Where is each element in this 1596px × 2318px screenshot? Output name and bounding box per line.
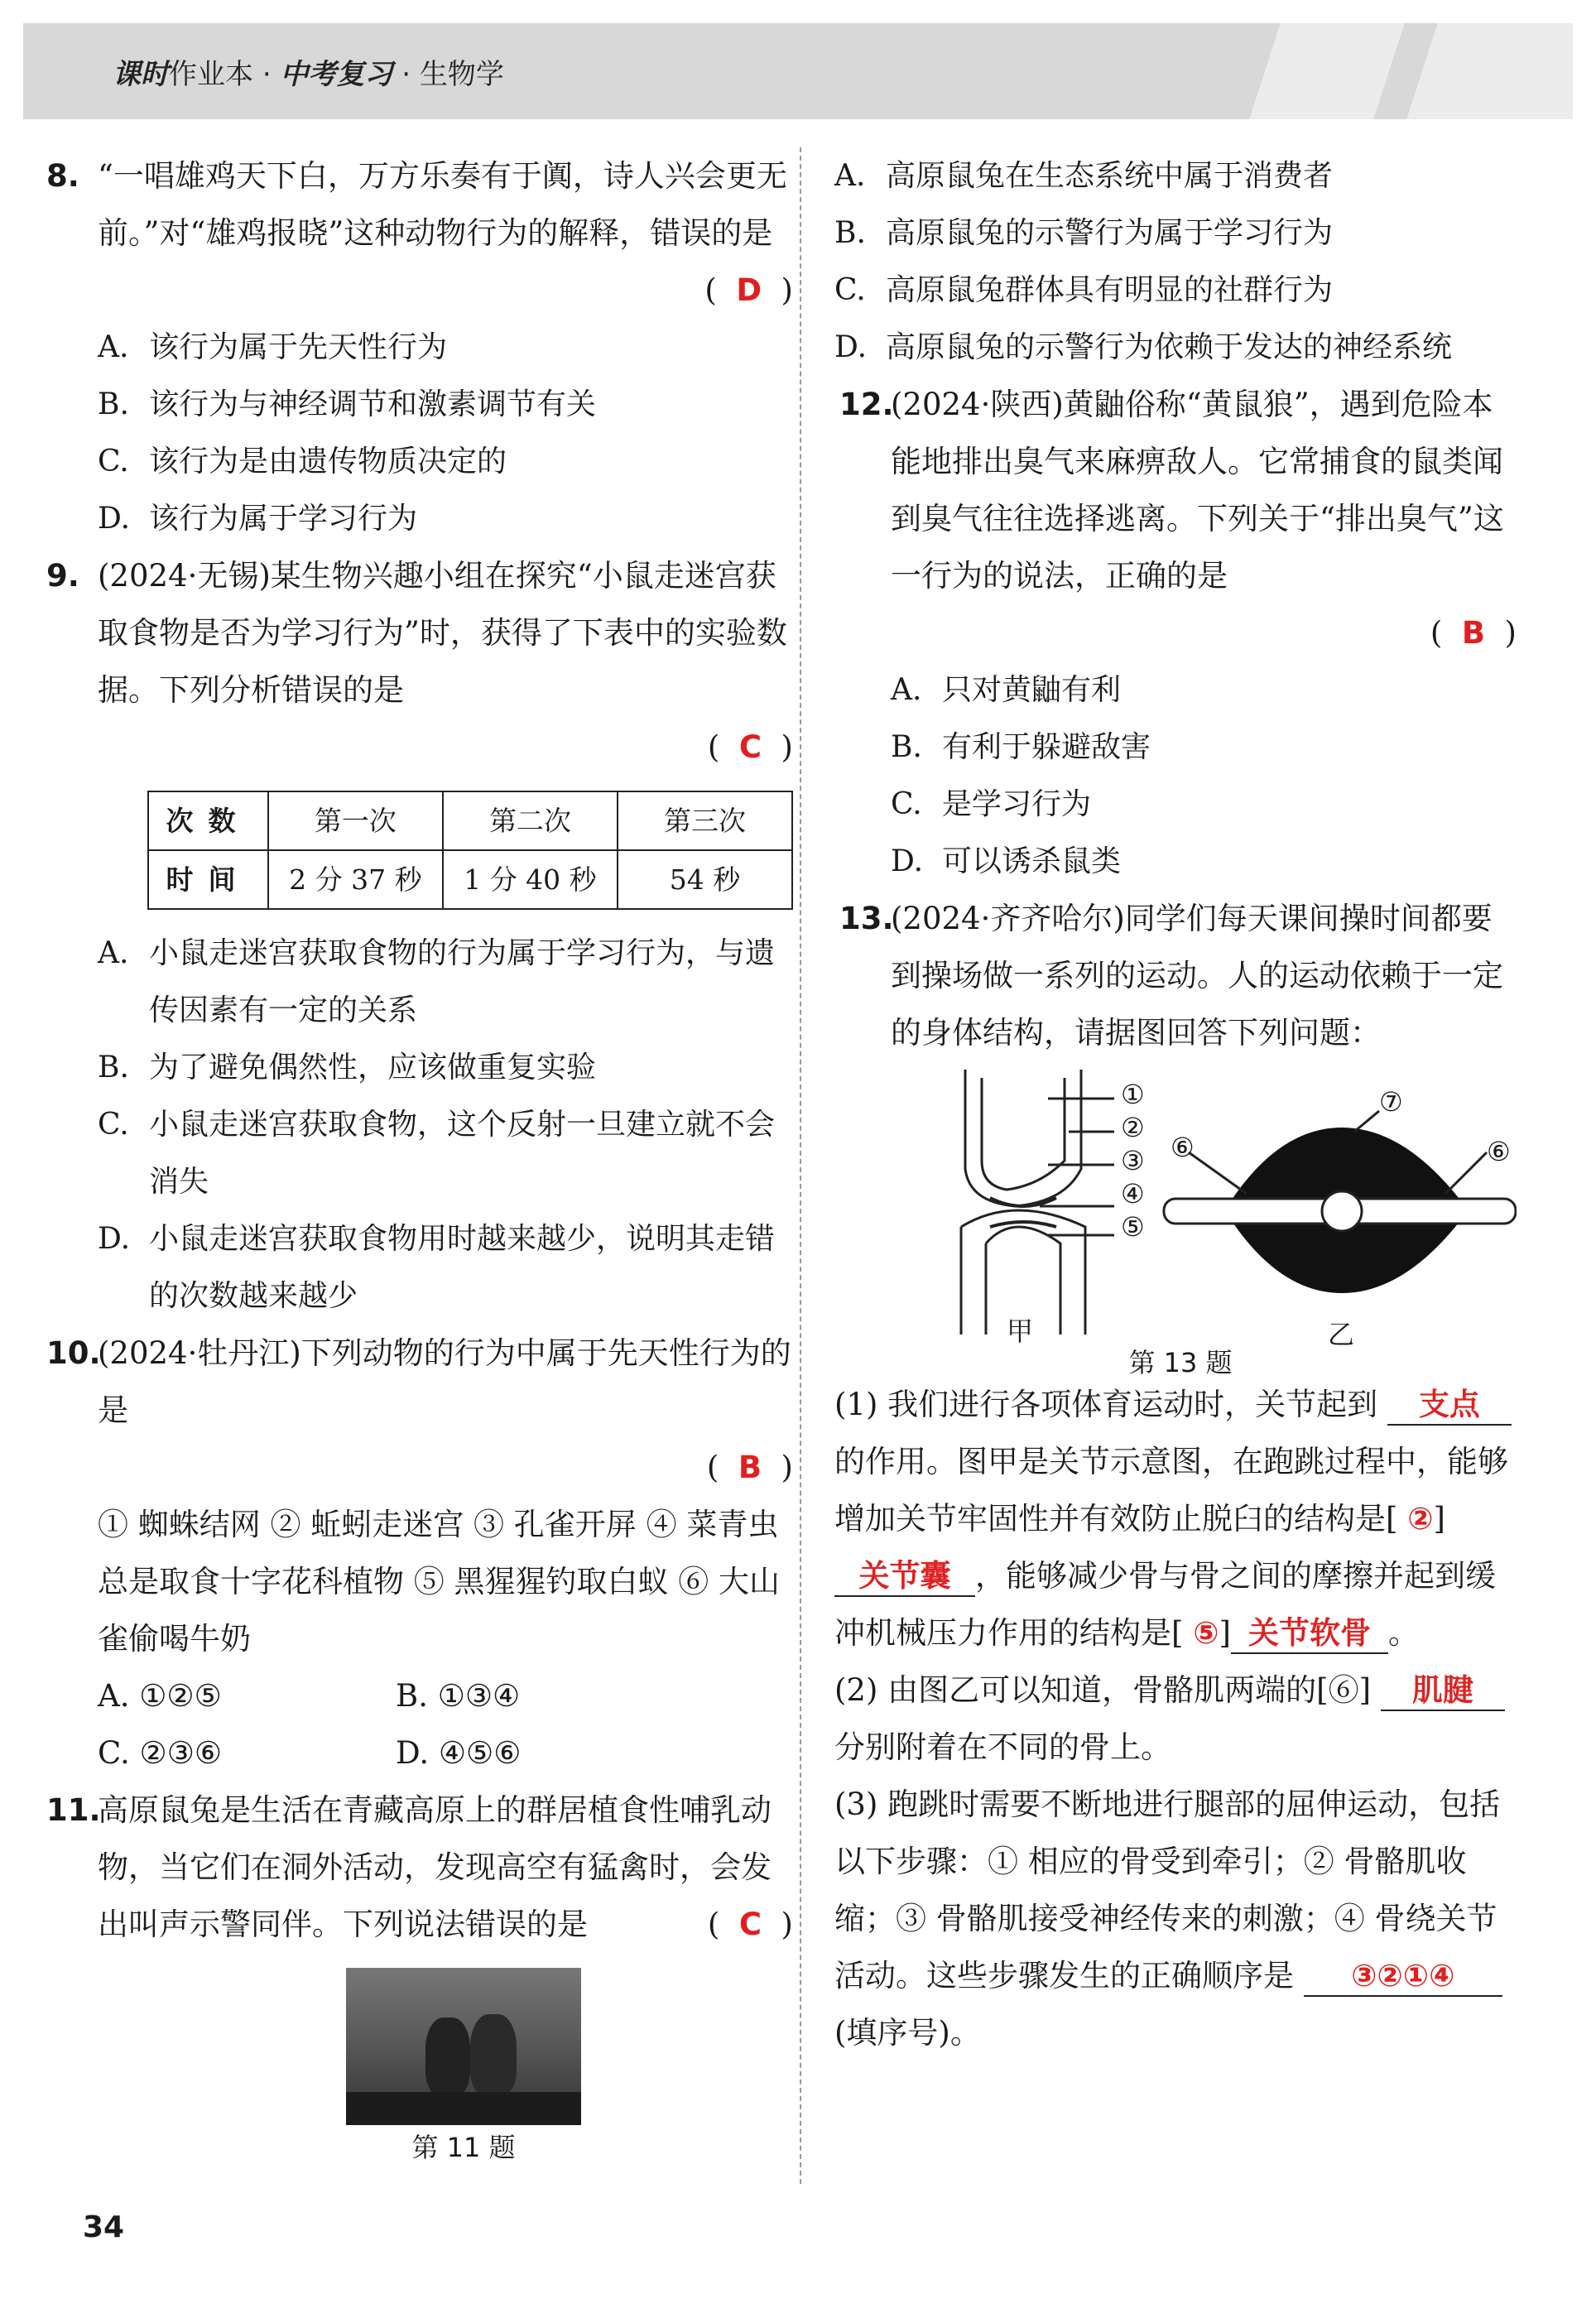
header-decoration [1406, 23, 1573, 119]
option: C. 该行为是由遗传物质决定的 [98, 445, 507, 479]
option: A. ①②⑤ [98, 1678, 222, 1714]
left-column [46, 147, 793, 2170]
answer-paren: ( B ) [706, 1450, 793, 1485]
figure-yi-label: 乙 [1328, 1319, 1355, 1350]
answer-paren: ( D ) [704, 272, 793, 308]
answer-mark: B [738, 1450, 762, 1485]
label-7: ⑦ [1379, 1086, 1403, 1118]
option: A. 小鼠走迷宫获取食物的行为属于学习行为，与遗传因素有一定的关系 [98, 936, 776, 1027]
option: A. 只对黄鼬有利 [891, 673, 1122, 707]
table-cell: 1 分 40 秒 [443, 850, 618, 909]
answer-paren: ( B ) [1430, 615, 1517, 651]
option-row [98, 1667, 793, 1724]
joint-diagram [891, 1061, 1517, 1335]
option: B. 高原鼠兔的示警行为属于学习行为 [834, 216, 1334, 250]
table-header: 次数 [148, 791, 268, 850]
table-cell: 54 秒 [618, 850, 792, 909]
question-13: 13. (2024·齐齐哈尔)同学们每天课间操时间都要到操场做一系列的运动。人的运动依赖于一定的身体结构，请据图回答下列问题： ① ② ③ ④ ⑤ ⑥ ⑦ ⑥ 甲 乙 第 13 题 (1) 我们进行各项体育运动时，关节起到 支点的作用。图甲是关节示意图，在跑跳过程中，能够增加关节牢固性并有效防止脱臼的结构是[ ②]关节囊 ，能够减少骨与骨之间的摩擦并起到缓冲机械压力作用的结构是[ ⑤] 关节软骨 。 (2) 由图乙可以知道，骨骼肌两端的[⑥] 肌腱分别附着在不同的骨上。 (3) 跑跳时需要不断地进行腿部的屈伸运动，包括以下步骤：① 相应的骨受到牵引；② 骨骼肌收缩；③ 骨骼肌接受神经传来的刺激；④ 骨绕关节活动。这些步骤发生的正确顺序是 ③②①④(填序号)。 [891, 890, 1517, 2061]
figure-jia-label: 甲 [1007, 1315, 1034, 1347]
label-4: ④ [1121, 1178, 1145, 1209]
muscle-figure-yi [1164, 1111, 1516, 1293]
page-number: 34 [83, 2210, 125, 2244]
sub-question-3: (3) 跑跳时需要不断地进行腿部的屈伸运动，包括以下步骤：① 相应的骨受到牵引；② 骨骼肌收缩；③ 骨骼肌接受神经传来的刺激；④ 骨绕关节活动。这些步骤发生的正确顺序是 ③②①④(填序号)。 [834, 1776, 1517, 2061]
figure-caption: 第 13 题 [1128, 1347, 1233, 1378]
label-6-right: ⑥ [1487, 1136, 1511, 1167]
ground [346, 2092, 581, 2125]
column-divider [800, 147, 801, 2184]
option: D. ④⑤⑥ [396, 1735, 522, 1771]
answer-mark: ⑤ [1193, 1615, 1219, 1651]
answer-blank: ③②①④ [1304, 1957, 1502, 1997]
answer-blank: 肌腱 [1381, 1671, 1505, 1711]
answer-blank: 支点 [1387, 1386, 1512, 1426]
figure-caption: 第 11 题 [411, 2132, 516, 2163]
sub-question-1: (1) 我们进行各项体育运动时，关节起到 支点的作用。图甲是关节示意图，在跑跳过程中，能够增加关节牢固性并有效防止脱臼的结构是[ ②]关节囊 ，能够减少骨与骨之间的摩擦并起到缓冲机械压力作用的结构是[ ⑤] 关节软骨 。 [834, 1376, 1517, 1662]
table-cell: 第三次 [618, 791, 792, 850]
label-3: ③ [1121, 1145, 1145, 1176]
question-10: 10. (2024·牡丹江)下列动物的行为中属于先天性行为的是 ( B ) ① 蜘蛛结网 ② 蚯蚓走迷宫 ③ 孔雀开屏 ④ 菜青虫总是取食十字花科植物 ⑤ 黑猩猩钓取白蚁 ⑥ 大山雀偷喝牛奶 A. ①②⑤ B. ①③④ C. ②③⑥ D. ④⑤⑥ [98, 1325, 793, 1782]
answer-paren: ( C ) [707, 1907, 793, 1942]
option: B. 为了避免偶然性，应该做重复实验 [98, 1051, 597, 1084]
answer-blank: 关节囊 [834, 1557, 975, 1597]
page-header [23, 23, 1573, 119]
answer-mark: B [1461, 615, 1486, 651]
option: D. 可以诱杀鼠类 [891, 844, 1122, 878]
option: C. 小鼠走迷宫获取食物，这个反射一旦建立就不会消失 [98, 1108, 776, 1199]
option: B. 该行为与神经调节和激素调节有关 [98, 387, 597, 421]
option-row [98, 1724, 793, 1782]
experiment-table [147, 791, 793, 910]
option: A. 该行为属于先天性行为 [98, 330, 448, 364]
book-title: 课时作业本 · 中考复习 · 生物学 [113, 58, 504, 91]
question-stem: (2024·齐齐哈尔)同学们每天课间操时间都要到操场做一系列的运动。人的运动依赖于一定的身体结构，请据图回答下列问题： [891, 901, 1503, 1051]
question-stem: (2024·牡丹江)下列动物的行为中属于先天性行为的是 [98, 1335, 791, 1428]
label-6-left: ⑥ [1171, 1132, 1195, 1163]
question-12: 12. (2024·陕西)黄鼬俗称“黄鼠狼”，遇到危险本能地排出臭气来麻痹敌人。它常捕食的鼠类闻到臭气往往选择逃离。下列关于“排出臭气”这一行为的说法，正确的是 ( B ) A. 只对黄鼬有利 B. 有利于躲避敌害 C. 是学习行为 D. 可以诱杀鼠类 [891, 376, 1517, 890]
pika-photo [346, 1968, 581, 2125]
table-header: 时间 [148, 850, 268, 909]
answer-paren: ( C ) [707, 729, 793, 765]
question-stem: (2024·无锡)某生物兴趣小组在探究“小鼠走迷宫获取食物是否为学习行为”时，获得了下表中的实验数据。下列分析错误的是 [98, 558, 787, 708]
question-11: 11. 高原鼠兔是生活在青藏高原上的群居植食性哺乳动物，当它们在洞外活动，发现高空有猛禽时，会发出叫声示警同伴。下列说法错误的是 ( C ) 第 11 题 [98, 1782, 793, 2170]
item-list: ① 蜘蛛结网 ② 蚯蚓走迷宫 ③ 孔雀开屏 ④ 菜青虫总是取食十字花科植物 ⑤ 黑猩猩钓取白蚁 ⑥ 大山雀偷喝牛奶 [98, 1507, 781, 1657]
question-stem: (2024·陕西)黄鼬俗称“黄鼠狼”，遇到危险本能地排出臭气来麻痹敌人。它常捕食的鼠类闻到臭气往往选择逃离。下列关于“排出臭气”这一行为的说法，正确的是 [891, 387, 1504, 594]
question-stem: 高原鼠兔是生活在青藏高原上的群居植食性哺乳动物，当它们在洞外活动，发现高空有猛禽时，会发出叫声示警同伴。下列说法错误的是 [98, 1792, 772, 1942]
question-9: 9. (2024·无锡)某生物兴趣小组在探究“小鼠走迷宫获取食物是否为学习行为”时，获得了下表中的实验数据。下列分析错误的是 ( C ) 次数 第一次 第二次 第三次 时间 2 分 37 秒 1 分 40 秒 54 秒 A. 小鼠走迷宫获取食物的行为属于学习行为，与遗传因素有一定的关系 B. 为了避免偶然性，应该做重复实验 C. 小鼠走迷宫获取食物，这个反射一旦建立就不会消失 D. 小鼠走迷宫获取食物用时越来越少，说明其走错的次数越来越少 [98, 547, 793, 1325]
answer-mark: C [738, 1907, 762, 1942]
right-column [834, 147, 1517, 2061]
table-cell: 第一次 [268, 791, 443, 850]
option: B. 有利于躲避敌害 [891, 730, 1151, 764]
option: C. ②③⑥ [98, 1735, 223, 1771]
option: C. 是学习行为 [891, 787, 1092, 821]
figure-13 [891, 1061, 1517, 1376]
table-cell: 第二次 [443, 791, 618, 850]
table-row [148, 791, 792, 850]
answer-blank: 关节软骨 [1231, 1614, 1388, 1654]
table-cell: 2 分 37 秒 [268, 850, 443, 909]
question-8: 8. “一唱雄鸡天下白，万方乐奏有于阗，诗人兴会更无前。”对“雄鸡报晓”这种动物行为的解释，错误的是 ( D ) A. 该行为属于先天性行为 B. 该行为与神经调节和激素调节有关 C. 该行为是由遗传物质决定的 D. 该行为属于学习行为 [98, 147, 793, 547]
question-stem: “一唱雄鸡天下白，万方乐奏有于阗，诗人兴会更无前。”对“雄鸡报晓”这种动物行为的解释，错误的是 [98, 158, 787, 251]
table-row [148, 850, 792, 909]
joint-figure-jia [961, 1070, 1114, 1335]
answer-mark: ② [1407, 1501, 1434, 1537]
question-11-options [834, 147, 1517, 376]
option: A. 高原鼠兔在生态系统中属于消费者 [834, 159, 1334, 193]
option: D. 高原鼠兔的示警行为依赖于发达的神经系统 [834, 330, 1453, 364]
pika-silhouette [425, 2017, 470, 2095]
option: D. 该行为属于学习行为 [98, 502, 418, 536]
option: B. ①③④ [396, 1678, 521, 1714]
jia-labels [1121, 1078, 1145, 1243]
answer-mark: C [738, 729, 762, 765]
label-1: ① [1121, 1079, 1145, 1110]
label-2: ② [1121, 1112, 1145, 1143]
pika-silhouette [470, 2014, 517, 2095]
answer-mark: D [736, 272, 762, 308]
option: D. 小鼠走迷宫获取食物用时越来越少，说明其走错的次数越来越少 [98, 1222, 776, 1313]
option: C. 高原鼠兔群体具有明显的社群行为 [834, 273, 1334, 307]
sub-question-2: (2) 由图乙可以知道，骨骼肌两端的[⑥] 肌腱分别附着在不同的骨上。 [834, 1662, 1517, 1776]
label-5: ⑤ [1121, 1211, 1145, 1243]
header-decoration [1249, 23, 1405, 119]
